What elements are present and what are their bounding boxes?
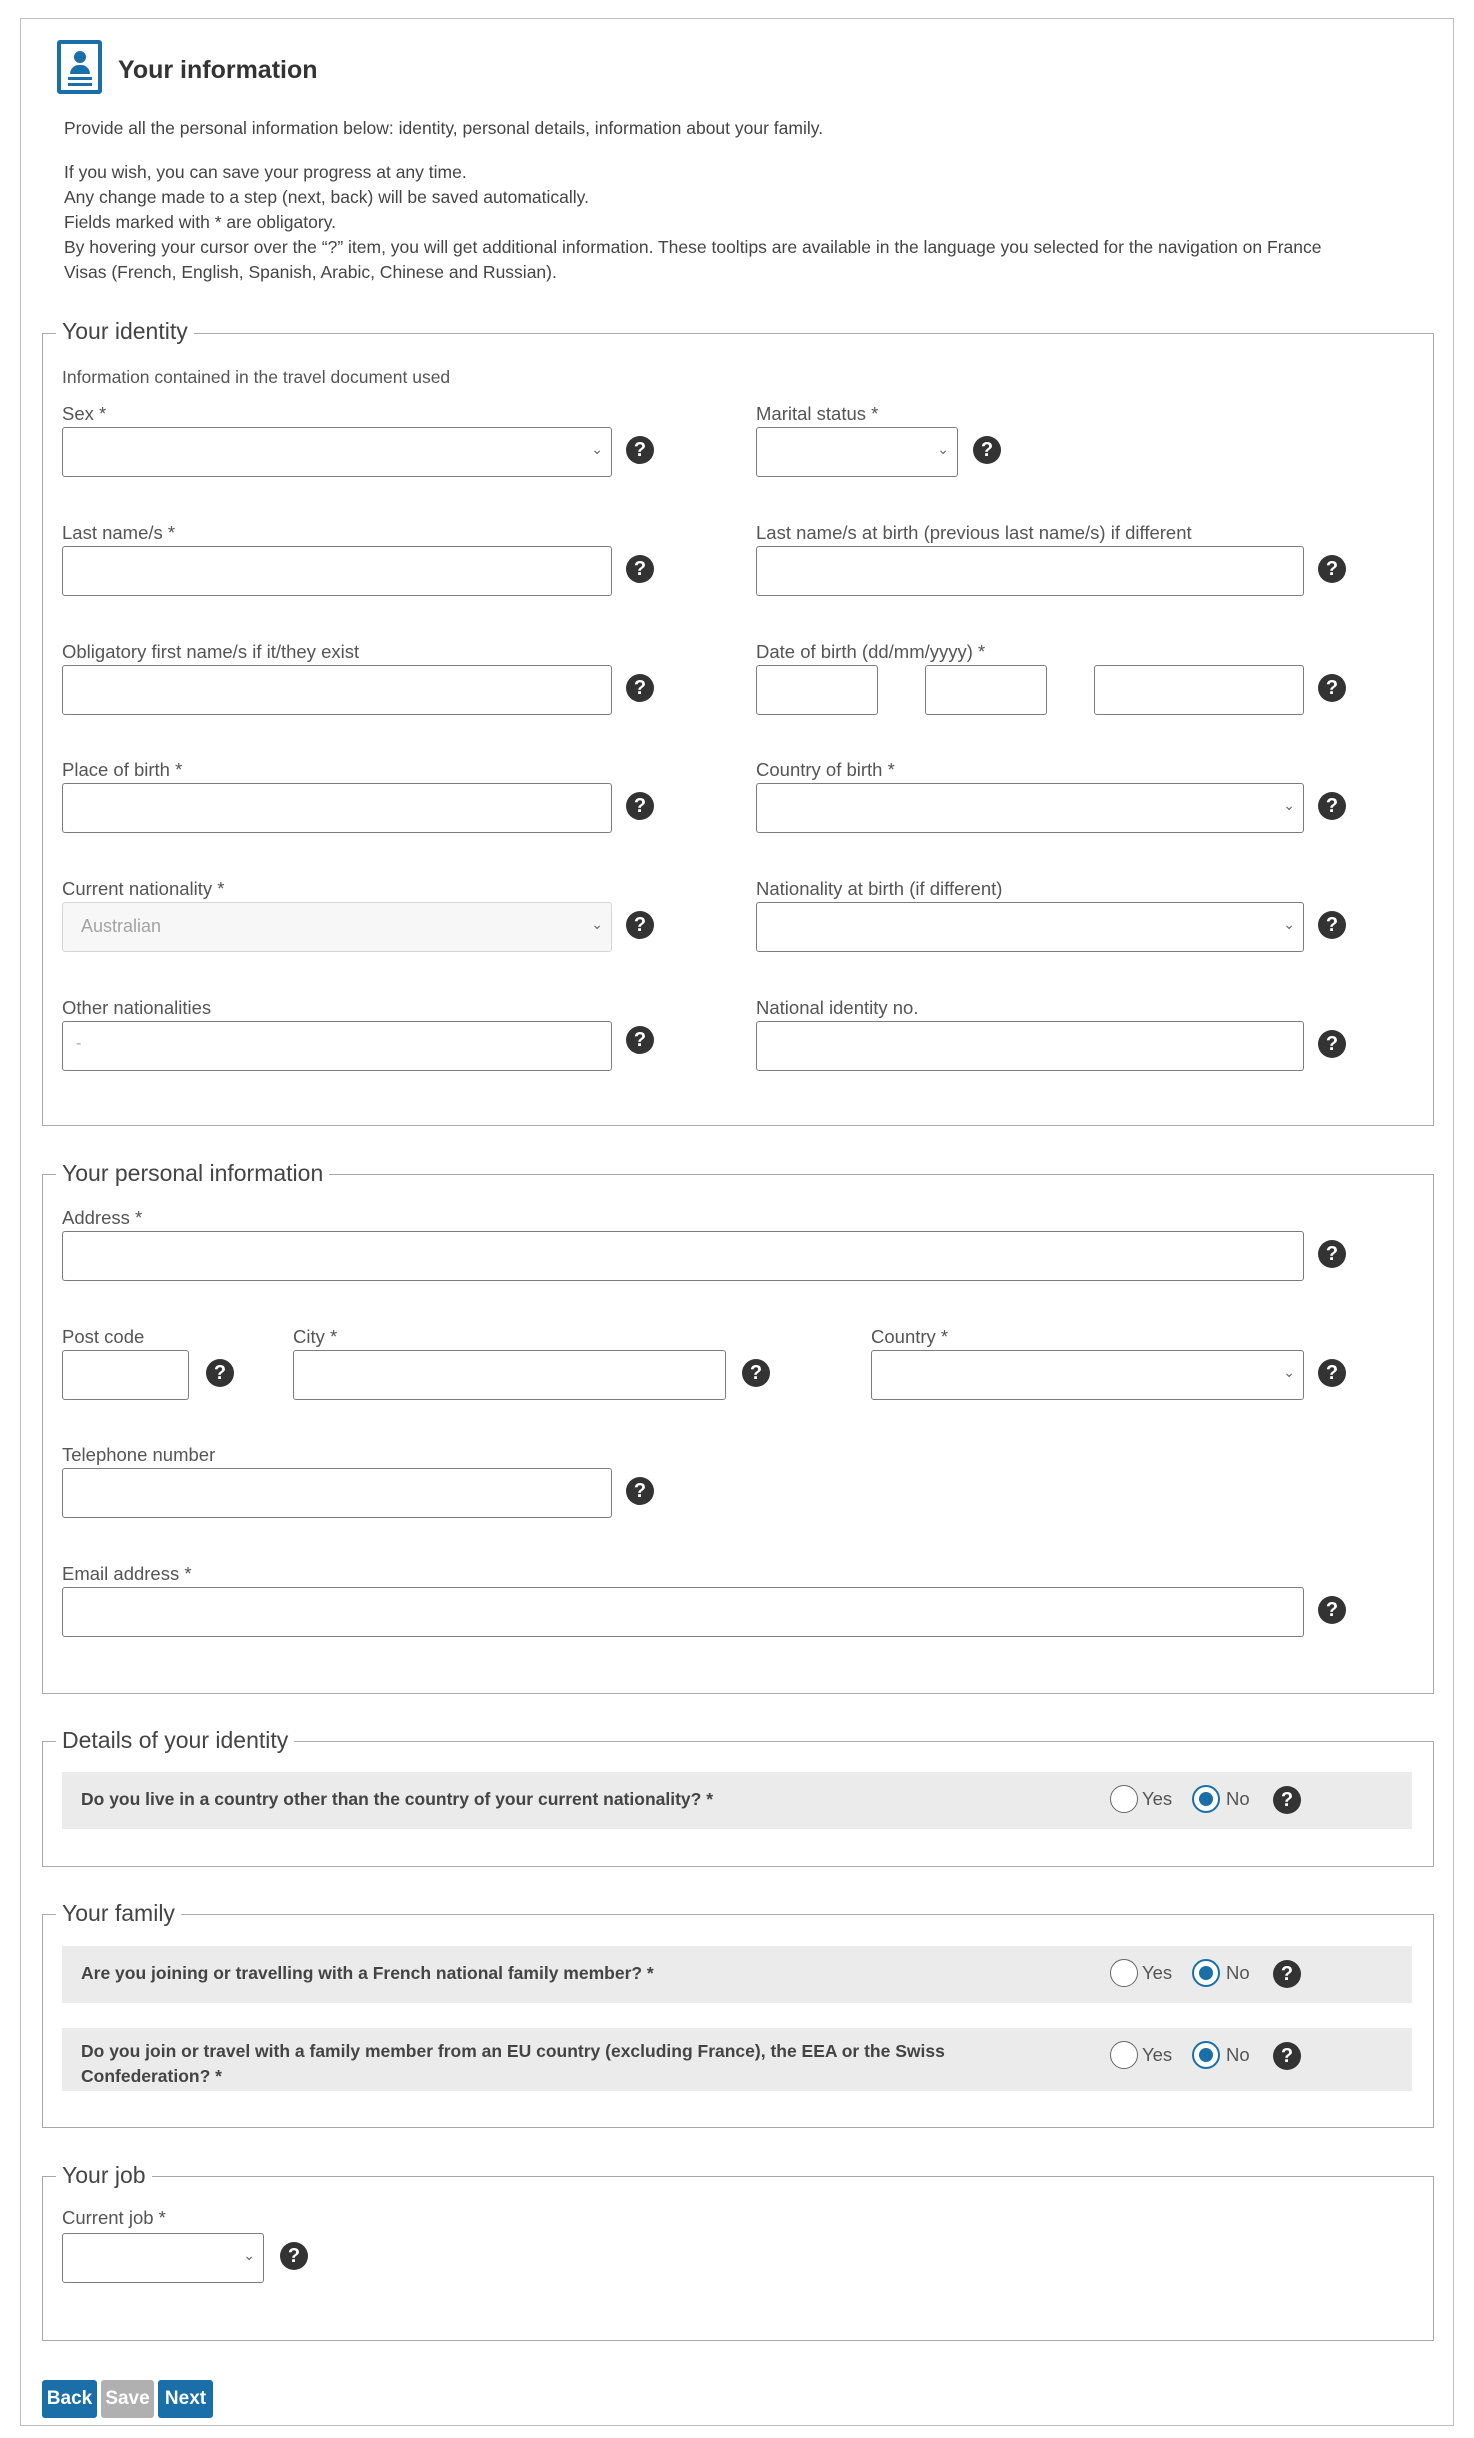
last-name-birth-label: Last name/s at birth (previous last name/s) if different [756,522,1192,543]
help-icon[interactable]: ? [1273,1786,1301,1814]
place-of-birth-input[interactable] [62,783,612,833]
current-nationality-value: Australian [81,916,162,936]
first-name-input[interactable] [62,665,612,715]
french-family-no-radio[interactable] [1192,1959,1220,1987]
last-name-birth-input[interactable] [756,546,1304,596]
back-button[interactable]: Back [42,2380,97,2418]
telephone-label: Telephone number [62,1444,216,1465]
residence-yes-radio[interactable] [1110,1785,1138,1813]
help-icon[interactable]: ? [626,911,654,939]
residence-question-text: Do you live in a country other than the country of your current nationality? * [81,1789,714,1809]
chevron-down-icon: ⌄ [243,2247,255,2263]
national-id-label: National identity no. [756,997,919,1018]
help-icon[interactable]: ? [280,2242,308,2270]
identity-subtitle: Information contained in the travel document used [62,367,451,387]
date-of-birth-label: Date of birth (dd/mm/yyyy) * [756,641,986,662]
last-name-input[interactable] [62,546,612,596]
help-icon[interactable]: ? [1273,2042,1301,2070]
help-icon[interactable]: ? [973,436,1001,464]
eu-family-question-text-2: Confederation? * [81,2066,222,2086]
eu-family-yes-radio[interactable] [1110,2041,1138,2069]
eu-family-yes-label: Yes [1142,2044,1173,2065]
help-icon[interactable]: ? [1273,1960,1301,1988]
email-input[interactable] [62,1587,1304,1637]
address-label: Address * [62,1207,143,1228]
tooltip-info-text-2: Visas (French, English, Spanish, Arabic, Chinese and Russian). [64,262,557,282]
dob-day-input[interactable] [756,665,878,715]
chevron-down-icon: ⌄ [1283,797,1295,813]
marital-status-label: Marital status * [756,403,879,424]
country-of-birth-label: Country of birth * [756,759,895,780]
residence-no-radio[interactable] [1192,1785,1220,1813]
help-icon[interactable]: ? [1318,1596,1346,1624]
identity-legend: Your identity [56,318,194,345]
next-button[interactable]: Next [158,2380,213,2418]
help-icon[interactable]: ? [626,792,654,820]
other-nationalities-input[interactable] [62,1021,612,1071]
other-nationalities-placeholder: - [76,1035,82,1052]
address-input[interactable] [62,1231,1304,1281]
chevron-down-icon: ⌄ [1283,1364,1295,1380]
help-icon[interactable]: ? [1318,1030,1346,1058]
chevron-down-icon: ⌄ [591,441,603,457]
autosave-info-text: Any change made to a step (next, back) will be saved automatically. [64,187,589,207]
family-legend: Your family [56,1900,181,1927]
first-name-label: Obligatory first name/s if it/they exist [62,641,360,662]
country-label: Country * [871,1326,949,1347]
current-nationality-label: Current nationality * [62,878,225,899]
job-legend: Your job [56,2162,152,2189]
current-job-select[interactable] [62,2233,264,2283]
city-label: City * [293,1326,338,1347]
help-icon[interactable]: ? [1318,555,1346,583]
help-icon[interactable]: ? [1318,792,1346,820]
help-icon[interactable]: ? [1318,911,1346,939]
help-icon[interactable]: ? [1318,1240,1346,1268]
telephone-input[interactable] [62,1468,612,1518]
nationality-at-birth-label: Nationality at birth (if different) [756,878,1003,899]
current-job-label: Current job * [62,2207,166,2228]
sex-label: Sex * [62,403,107,424]
help-icon[interactable]: ? [1318,674,1346,702]
french-family-yes-radio[interactable] [1110,1959,1138,1987]
sex-select[interactable] [62,427,612,477]
residence-no-label: No [1226,1788,1250,1809]
place-of-birth-label: Place of birth * [62,759,183,780]
post-code-input[interactable] [62,1350,189,1400]
current-nationality-select [62,902,612,952]
french-family-no-label: No [1226,1962,1250,1983]
city-input[interactable] [293,1350,726,1400]
help-icon[interactable]: ? [626,1477,654,1505]
tooltip-info-text: By hovering your cursor over the “?” item, you will get additional information. These tooltips are available in the language you selected for the navigation on France [64,237,1322,257]
details-legend: Details of your identity [56,1727,294,1754]
email-label: Email address * [62,1563,192,1584]
eu-family-question-text: Do you join or travel with a family member from an EU country (excluding France), the EEA or the Swiss [81,2041,945,2061]
obligatory-info-text: Fields marked with * are obligatory. [64,212,337,232]
page-title: Your information [118,56,318,84]
eu-family-no-radio[interactable] [1192,2041,1220,2069]
national-id-input[interactable] [756,1021,1304,1071]
help-icon[interactable]: ? [626,436,654,464]
help-icon[interactable]: ? [626,674,654,702]
help-icon[interactable]: ? [626,555,654,583]
nationality-at-birth-select[interactable] [756,902,1304,952]
chevron-down-icon: ⌄ [937,441,949,457]
eu-family-no-label: No [1226,2044,1250,2065]
chevron-down-icon: ⌄ [1283,916,1295,932]
chevron-down-icon: ⌄ [591,916,603,932]
other-nationalities-label: Other nationalities [62,997,212,1018]
help-icon[interactable]: ? [206,1359,234,1387]
post-code-label: Post code [62,1326,145,1347]
last-name-label: Last name/s * [62,522,176,543]
help-icon[interactable]: ? [742,1359,770,1387]
country-of-birth-select[interactable] [756,783,1304,833]
intro-text: Provide all the personal information below: identity, personal details, information about your family. [64,118,824,138]
french-family-question-text: Are you joining or travelling with a French national family member? * [81,1963,654,1983]
dob-month-input[interactable] [925,665,1047,715]
marital-status-select[interactable] [756,427,958,477]
id-card-icon [57,40,102,94]
save-button[interactable]: Save [101,2380,154,2418]
personal-legend: Your personal information [56,1160,329,1187]
help-icon[interactable]: ? [626,1026,654,1054]
dob-year-input[interactable] [1094,665,1304,715]
save-info-text: If you wish, you can save your progress at any time. [64,162,467,182]
residence-yes-label: Yes [1142,1788,1173,1809]
help-icon[interactable]: ? [1318,1359,1346,1387]
country-select[interactable] [871,1350,1304,1400]
french-family-yes-label: Yes [1142,1962,1173,1983]
